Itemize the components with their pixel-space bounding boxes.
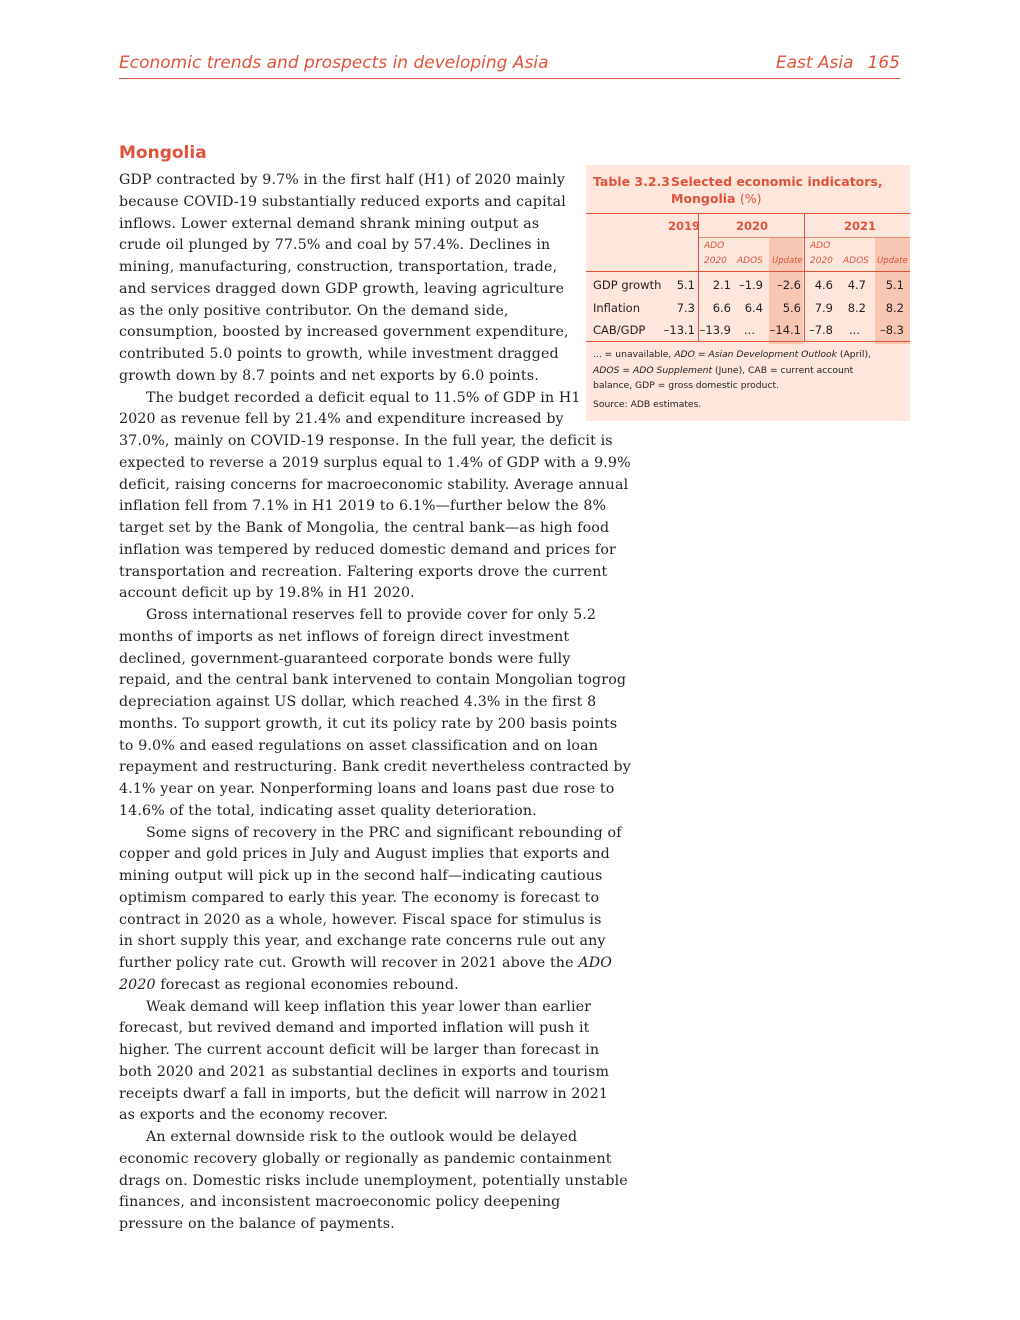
indicators-table-box	[586, 165, 910, 421]
table-cell: 5.1	[676, 278, 695, 292]
body-line: as exports and the economy recover.	[119, 1107, 389, 1124]
body-line: mining output will pick up in the second half—indicating cautious	[119, 868, 603, 884]
body-line: declined, government-guaranteed corporate bonds were fully	[119, 650, 571, 667]
table-cell: –13.1	[663, 323, 695, 337]
body-line: to 9.0% and eased regulations on asset classification and on loan	[119, 737, 598, 754]
table-cell: 2.1	[712, 278, 731, 292]
table-cell: 5.6	[782, 301, 801, 315]
table-cell: 5.1	[885, 278, 904, 292]
body-line: in short supply this year, and exchange rate concerns rule out any	[119, 933, 606, 950]
table-col-rule	[804, 213, 805, 341]
body-line: both 2020 and 2021 as substantial declines in exports and tourism	[119, 1063, 610, 1080]
ado-year-reference: 2020	[119, 976, 156, 993]
body-line: inflation was tempered by reduced domestic demand and prices for	[119, 541, 616, 558]
body-line: forecast, but revived demand and imported inflation will push it	[119, 1020, 590, 1037]
table-cell: ...	[744, 323, 755, 337]
table-rule-bottom	[586, 341, 910, 342]
running-header-right	[776, 53, 900, 73]
sub-update: Update	[877, 256, 908, 266]
body-line: as the only positive contributor. On the demand side,	[119, 302, 509, 319]
body-line: Weak demand will keep inflation this year lower than earlier	[146, 998, 592, 1015]
table-unit: (%)	[739, 191, 762, 206]
table-cell: ...	[849, 323, 860, 337]
year-2021: 2021	[844, 219, 877, 233]
table-cell: –7.8	[808, 323, 833, 337]
ado-reference: ADO	[578, 955, 613, 971]
table-cell: –8.3	[879, 323, 904, 337]
table-title-line1: Selected economic indicators,	[671, 174, 883, 189]
row-label-inflation: Inflation	[593, 301, 640, 315]
table-cell: 6.6	[712, 301, 731, 315]
note-line: balance, GDP = gross domestic product.	[593, 380, 780, 391]
body-line: finances, and inconsistent macroeconomic policy deepening	[119, 1194, 561, 1211]
body-line: GDP contracted by 9.7% in the first half (H1) of 2020 mainly	[119, 172, 566, 188]
row-label-gdp-growth: GDP growth	[593, 278, 662, 292]
sub-ados: ADOS	[737, 256, 763, 266]
body-line: contract in 2020 as a whole, however. Fiscal space for stimulus is	[119, 911, 602, 928]
body-line: depreciation against US dollar, which reached 4.3% in the first 8	[119, 694, 597, 710]
sub-ado: ADO	[704, 241, 725, 251]
sub-ado-year: 2020	[810, 256, 833, 266]
body-line: pressure on the balance of payments.	[119, 1216, 395, 1232]
body-line: Gross international reserves fell to provide cover for only 5.2	[146, 607, 597, 623]
body-line: 2020 forecast as regional economies rebound.	[119, 976, 459, 993]
sub-ado: ADO	[810, 241, 831, 251]
year-2020: 2020	[736, 219, 769, 233]
table-cell: –1.9	[738, 278, 763, 292]
body-line: and services dragged down GDP growth, leaving agriculture	[119, 280, 565, 297]
table-cell: 8.2	[847, 301, 866, 315]
note-line: ... = unavailable, ADO = Asian Development Outlook (April),	[593, 349, 871, 360]
table-rule-top	[586, 213, 910, 214]
running-header-region: East Asia	[775, 53, 854, 73]
table-rule-header-bottom	[586, 271, 910, 272]
table-number: Table 3.2.3	[593, 174, 671, 189]
running-header-title: Economic trends and prospects in developing Asia	[119, 53, 549, 73]
body-line: 14.6% of the total, indicating asset quality deterioration.	[119, 802, 537, 819]
body-line: mining, manufacturing, construction, transportation, trade,	[119, 259, 558, 275]
table-cell: 7.9	[814, 301, 833, 315]
body-line: contributed 5.0 points to growth, while investment dragged	[119, 346, 559, 362]
table-cell: 7.3	[676, 301, 695, 315]
sub-ados: ADOS	[843, 256, 869, 266]
body-line: optimism compared to early this year. The economy is forecast to	[119, 889, 600, 906]
body-line: inflows. Lower external demand shrank mining output as	[119, 215, 540, 232]
running-header	[119, 52, 900, 79]
sub-update: Update	[772, 256, 803, 266]
page-number: 165	[867, 53, 900, 73]
table-cell: 4.6	[814, 278, 833, 292]
row-label-cab-gdp: CAB/GDP	[593, 323, 646, 337]
table-cell: –14.1	[769, 323, 801, 337]
body-line: receipts dwarf a fall in imports, but the deficit will narrow in 2021	[119, 1085, 609, 1102]
body-line: drags on. Domestic risks include unemployment, potentially unstable	[119, 1172, 628, 1189]
body-line: repayment and restructuring. Bank credit nevertheless contracted by	[119, 759, 631, 776]
table-cell: 6.4	[744, 301, 763, 315]
sub-ado-year: 2020	[704, 256, 727, 266]
body-line: months of imports as net inflows of foreign direct investment	[119, 628, 570, 645]
table-cell: 8.2	[885, 301, 904, 315]
note-line: ADOS = ADO Supplement (June), CAB = current account	[593, 364, 854, 376]
table-notes	[593, 347, 905, 412]
body-line: 37.0%, mainly on COVID-19 response. In the full year, the deficit is	[119, 433, 613, 449]
body-line: An external downside risk to the outlook would be delayed	[146, 1129, 578, 1145]
table-cell: 4.7	[847, 278, 866, 292]
table-cell: –13.9	[699, 323, 731, 337]
body-line: crude oil plunged by 77.5% and coal by 57.4%. Declines in	[119, 237, 551, 254]
body-line: growth down by 8.7 points and net exports by 6.0 points.	[119, 367, 539, 384]
body-line: The budget recorded a deficit equal to 11.5% of GDP in H1	[146, 389, 581, 406]
body-line: target set by the Bank of Mongolia, the central bank—as high food	[119, 520, 610, 536]
body-line: repaid, and the central bank intervened to contain Mongolian togrog	[119, 672, 627, 689]
body-line: months. To support growth, it cut its policy rate by 200 basis points	[119, 715, 618, 732]
body-line: 2020 as revenue fell by 21.4% and expenditure increased by	[119, 411, 564, 428]
table-source: Source: ADB estimates.	[593, 398, 702, 410]
table-title-line2: Mongolia (%)	[671, 191, 762, 206]
body-line: transportation and recreation. Faltering exports drove the current	[119, 563, 608, 580]
table-cell: –2.6	[776, 278, 801, 292]
body-line: expected to reverse a 2019 surplus equal to 1.4% of GDP with a 9.9%	[119, 454, 631, 471]
body-line: deficit, raising concerns for macroeconomic stability. Average annual	[119, 476, 629, 493]
body-line: inflation fell from 7.1% in H1 2019 to 6.1%—further below the 8%	[119, 498, 607, 515]
body-line: Some signs of recovery in the PRC and significant rebounding of	[146, 824, 622, 841]
body-line: 4.1% year on year. Nonperforming loans and loans past due rose to	[119, 781, 615, 797]
body-line: copper and gold prices in July and August implies that exports and	[119, 846, 610, 863]
body-line: account deficit up by 19.8% in H1 2020.	[119, 585, 415, 602]
body-line: because COVID-19 substantially reduced exports and capital	[119, 193, 566, 210]
section-title: Mongolia	[119, 143, 207, 163]
body-line: economic recovery globally or regionally as pandemic containment	[119, 1150, 612, 1167]
year-2019: 2019	[668, 219, 701, 233]
body-line: consumption, boosted by increased government expenditure,	[119, 324, 569, 341]
body-line: higher. The current account deficit will be larger than forecast in	[119, 1042, 600, 1058]
body-line: further policy rate cut. Growth will recover in 2021 above the ADO	[119, 955, 613, 971]
